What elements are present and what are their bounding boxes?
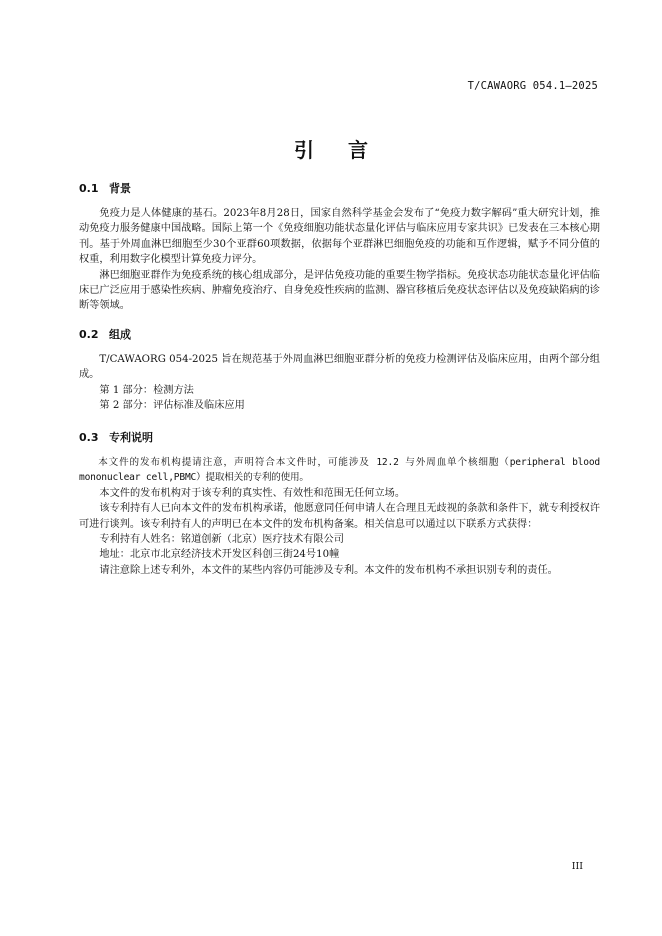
paragraph: 本文件的发布机构对于该专利的真实性、有效性和范围无任何立场。	[99, 487, 406, 499]
paragraph: 地址：北京市北京经济技术开发区科创三街24号10幢	[99, 549, 340, 561]
section-title: 组成	[109, 328, 131, 341]
section-number: 0.3	[79, 431, 99, 444]
section-heading-background	[79, 180, 131, 196]
paragraph: 该专利持有人已向本文件的发布机构承诺，他愿意同任何申请人在合理且无歧视的条款和条件下，就专利授权许可进行谈判。该专利持有人的声明已在本文件的发布机构备案。相关信息可以通过以下联系方式获得：	[79, 503, 600, 530]
paragraph: 第 1 部分：检测方法	[99, 384, 194, 396]
page-title: 引言	[294, 138, 402, 162]
paragraph: 专利持有人姓名：铭道创新（北京）医疗技术有限公司	[99, 534, 344, 546]
paragraph: 免疫力是人体健康的基石。2023年8月28日，国家自然科学基金会发布了“免疫力数字解码”重大研究计划，推动免疫力服务健康中国战略。国际上第一个《免疫细胞功能状态量化评估与临床应用专家共识》已发表在三本核心期刊。基于外周血淋巴细胞至少30个亚群60项数据，依据每个亚群淋巴细胞免疫的功能和互作逻辑，赋予不同分值的权重，利用数字化模型计算免疫力评分。	[79, 208, 600, 266]
section-heading-patent	[79, 429, 153, 445]
page-number: III	[571, 861, 583, 872]
section-title: 背景	[109, 182, 131, 195]
paragraph: 本文件的发布机构提请注意，声明符合本文件时，可能涉及 12.2 与外周血单个核细胞（peripheral blood mononuclear cell,PBMC）提取相关的专利的使用。	[79, 457, 600, 484]
section-title: 专利说明	[109, 431, 153, 444]
paragraph: 第 2 部分：评估标准及临床应用	[99, 400, 245, 412]
paragraph: T/CAWAORG 054-2025 旨在规范基于外周血淋巴细胞亚群分析的免疫力检测评估及临床应用，由两个部分组成。	[79, 354, 600, 381]
section-heading-composition	[79, 326, 131, 342]
section-number: 0.2	[79, 328, 99, 341]
section-body-background	[79, 206, 600, 314]
paragraph: 淋巴细胞亚群作为免疫系统的核心组成部分，是评估免疫功能的重要生物学指标。免疫状态功能状态量化评估临床已广泛应用于感染性疾病、肿瘤免疫治疗、自身免疫性疾病的监测、器官移植后免疫状态评估以及免疫缺陷病的诊断等领域。	[79, 269, 600, 312]
doc-code: T/CAWAORG 054.1—2025	[467, 80, 598, 92]
paragraph: 请注意除上述专利外，本文件的某些内容仍可能涉及专利。本文件的发布机构不承担识别专利的责任。	[99, 564, 558, 576]
section-body-composition	[79, 352, 600, 414]
section-number: 0.1	[79, 182, 99, 195]
section-body-patent	[79, 455, 600, 578]
